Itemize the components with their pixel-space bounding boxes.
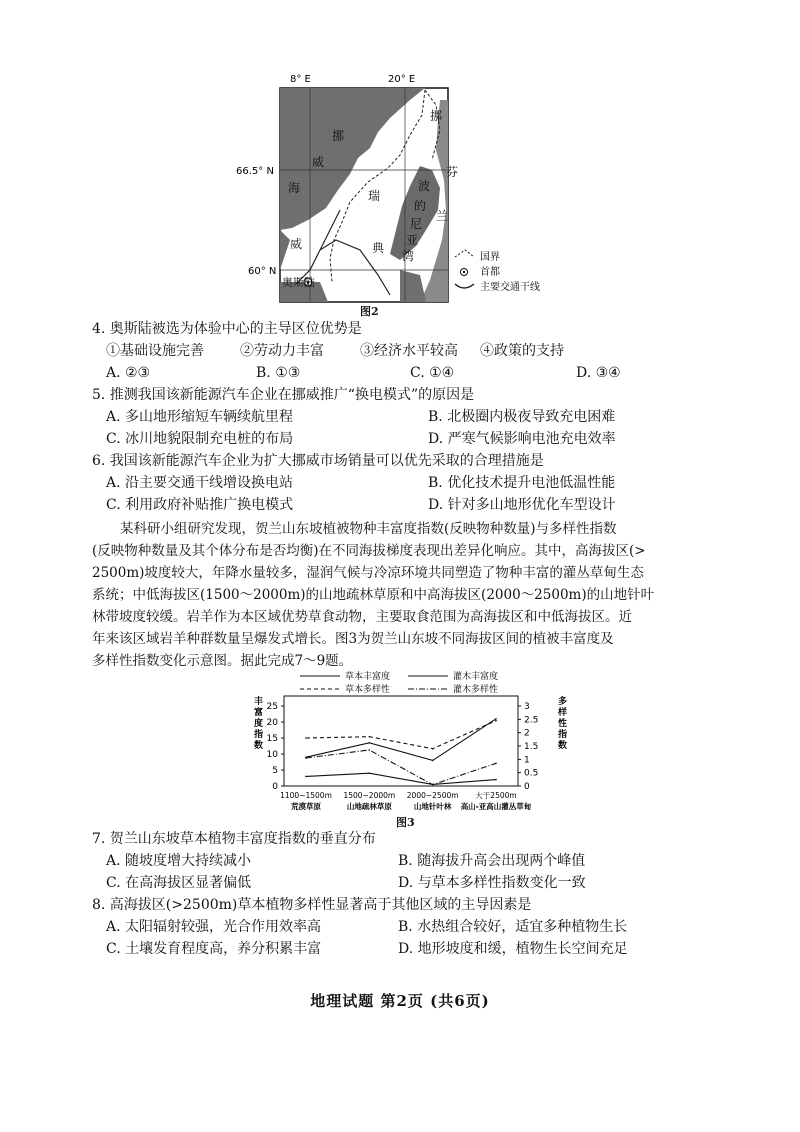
data-point-灌木丰富度 [369, 772, 371, 774]
map-label: 威 [290, 237, 303, 251]
series-line-草本多样性 [306, 721, 496, 749]
q5-stem: 5. 推测我国该新能源汽车企业在挪威推广“换电模式”的原因是 [92, 387, 475, 403]
data-point-灌木丰富度 [305, 776, 307, 778]
q4-option-d[interactable]: D. ③④ [576, 365, 621, 381]
q6-option-d[interactable]: D. 针对多山地形优化车型设计 [428, 497, 616, 513]
q4-option-c[interactable]: C. ①④ [410, 365, 455, 381]
q7-option-b[interactable]: B. 随海拔升高会出现两个峰值 [398, 853, 586, 869]
right-axis-tick-label: 0.5 [524, 768, 539, 779]
map-label: 挪 [430, 109, 443, 123]
q7-stem: 7. 贺兰山东坡草本植物丰富度指数的垂直分布 [92, 831, 376, 847]
legend-capital-label: 首都 [480, 267, 500, 278]
data-point-草本丰富度 [432, 760, 434, 762]
lat-label-66n: 66.5° N [236, 166, 274, 177]
q8-option-a[interactable]: A. 太阳辐射较强，光合作用效率高 [106, 919, 322, 935]
right-axis-tick-label: 1 [524, 755, 530, 766]
page-footer: 地理试题 第2页 (共6页) [310, 992, 490, 1010]
map-label: 瑞 [368, 189, 381, 203]
x-category-label: 山地针叶林 [413, 802, 452, 811]
left-axis-tick-label: 15 [266, 734, 278, 744]
chart-series [305, 718, 497, 785]
x-category-label: 2000~2500m [406, 791, 459, 800]
q4-option-b[interactable]: B. ①③ [256, 365, 301, 381]
map-label: 威 [312, 155, 325, 169]
figure3-caption: 图3 [396, 816, 415, 829]
chart-legend [300, 670, 498, 695]
lon-label-20e: 20° E [388, 74, 416, 85]
data-point-灌木多样性 [495, 763, 497, 765]
data-point-灌木多样性 [432, 784, 434, 786]
left-axis [267, 702, 284, 792]
map-label: 波 [418, 179, 431, 193]
legend-herb-diversity-label: 草本多样性 [345, 685, 391, 695]
right-axis-tick-label: 1.5 [524, 742, 539, 752]
left-axis-tick-label: 5 [272, 766, 278, 776]
legend-capital-dot [463, 271, 465, 273]
passage [92, 518, 692, 672]
q6-option-b[interactable]: B. 优化技术提升电池低温性能 [428, 475, 616, 491]
x-category-label: 山地疏林草原 [346, 802, 392, 811]
q8-option-c[interactable]: C. 土壤发育程度高，养分积累丰富 [106, 941, 322, 957]
passage-line: 林带坡度较缓。岩羊作为本区域优势草食动物，主要取食范围为高海拔区和中低海拔区。近 [92, 609, 632, 625]
q5-option-a[interactable]: A. 多山地形缩短车辆续航里程 [106, 409, 294, 425]
right-axis-tick-label: 3 [524, 702, 530, 712]
passage-line: 2500m)坡度较大，年降水量较多，湿润气候与冷凉环境共同塑造了物种丰富的灌丛草甸生态 [92, 565, 644, 581]
q4-item: ③经济水平较高 [360, 343, 458, 359]
map-label-oslo: 奥斯陆 [282, 276, 315, 289]
passage-line: 多样性指数变化示意图。据此完成7～9题。 [92, 653, 353, 669]
x-category-label: 1100~1500m [280, 791, 332, 800]
map-label: 湾 [402, 249, 415, 263]
right-axis-tick-label: 2 [524, 728, 530, 739]
q7-option-d[interactable]: D. 与草本多样性指数变化一致 [398, 875, 586, 891]
legend-shrub-diversity-label: 灌木多样性 [453, 685, 499, 695]
legend-herb-richness-label: 草本丰富度 [345, 672, 391, 682]
right-axis-title: 多样性指数 [558, 697, 568, 751]
x-category-label: 高山-亚高山灌丛草甸 [460, 802, 532, 811]
q5-option-b[interactable]: B. 北极圈内极夜导致充电困难 [428, 409, 616, 425]
left-axis-tick-label: 20 [266, 718, 278, 728]
q7-option-c[interactable]: C. 在高海拔区显著偏低 [106, 875, 252, 891]
q6-option-a[interactable]: A. 沿主要交通干线增设换电站 [106, 475, 294, 491]
x-category-label: 大于2500m [475, 791, 517, 800]
passage-line: 某科研小组研究发现，贺兰山东坡植被物种丰富度指数(反映物种数量)与多样性指数 [120, 521, 617, 537]
map-label: 的 [414, 199, 427, 213]
lat-label-60n: 60° N [248, 266, 277, 277]
right-axis [518, 702, 538, 792]
right-axis-tick-label: 2.5 [524, 715, 539, 726]
right-axis-tick-label: 0 [524, 782, 530, 792]
map-label: 亚 [406, 233, 419, 247]
q7-option-a[interactable]: A. 随坡度增大持续减小 [106, 853, 252, 869]
legend-transport-icon [455, 284, 474, 288]
passage-line: 系统；中低海拔区(1500～2000m)的山地疏林草原和中高海拔区(2000～2500m)的山地针叶 [92, 587, 655, 603]
plot-frame [284, 696, 518, 786]
map-label: 尼 [410, 217, 423, 231]
map-label: 海 [288, 181, 301, 195]
lon-label-8e: 8° E [290, 74, 311, 85]
left-axis-tick-label: 25 [266, 702, 278, 712]
map-legend [455, 250, 540, 293]
map-label: 典 [372, 241, 385, 255]
x-category-label: 1500~2000m [343, 791, 396, 800]
data-point-灌木丰富度 [495, 779, 497, 781]
q6-option-c[interactable]: C. 利用政府补贴推广换电模式 [106, 497, 294, 513]
data-point-草本多样性 [432, 748, 434, 750]
legend-border-icon [455, 250, 474, 257]
passage-line: (反映物种数量及其个体分布是否均衡)在不同海拔梯度表现出差异化响应。其中，高海拔区(> [92, 543, 646, 559]
series-line-灌木丰富度 [306, 773, 496, 784]
legend-shrub-richness-label: 灌木丰富度 [453, 672, 499, 682]
data-point-草本丰富度 [369, 742, 371, 744]
data-point-草本丰富度 [495, 718, 497, 720]
map-label: 兰 [436, 209, 449, 223]
data-point-灌木多样性 [305, 757, 307, 759]
passage-line: 年来该区域岩羊种群数量呈爆发式增长。图3为贺兰山东坡不同海拔区间的植被丰富度及 [92, 631, 614, 647]
q6-stem: 6. 我国该新能源汽车企业为扩大挪威市场销量可以优先采取的合理措施是 [92, 453, 544, 469]
q4-item: ④政策的支持 [480, 343, 564, 359]
x-axis-categories [280, 790, 532, 811]
q8-stem: 8. 高海拔区(>2500m)草本植物多样性显著高于其他区域的主导因素是 [92, 897, 532, 913]
left-axis-tick-label: 10 [266, 750, 278, 760]
map-label: 挪 [332, 129, 345, 143]
data-point-灌木多样性 [369, 749, 371, 751]
series-line-灌木多样性 [306, 750, 496, 785]
map-label: 芬 [446, 165, 459, 179]
chart-figure3 [240, 668, 570, 824]
left-axis-title: 丰富度指数 [254, 697, 264, 751]
q4-item: ②劳动力丰富 [240, 343, 324, 359]
map-figure [236, 70, 580, 320]
data-point-草本多样性 [369, 736, 371, 738]
legend-transport-label: 主要交通干线 [480, 282, 540, 293]
legend-border-label: 国界 [480, 252, 500, 263]
q5-option-c[interactable]: C. 冰川地貌限制充电桩的布局 [106, 431, 294, 447]
x-category-label: 荒漠草原 [291, 802, 321, 811]
q8-option-d[interactable]: D. 地形坡度和缓，植物生长空间充足 [398, 941, 628, 957]
data-point-草本多样性 [305, 737, 307, 739]
left-axis-tick-label: 0 [272, 782, 278, 792]
data-point-草本多样性 [495, 720, 497, 722]
q8-option-b[interactable]: B. 水热组合较好，适宜多种植物生长 [398, 919, 628, 935]
series-line-草本丰富度 [306, 719, 496, 761]
q4-option-a[interactable]: A. ②③ [106, 365, 151, 381]
q4-item: ①基础设施完善 [106, 343, 204, 359]
q5-option-d[interactable]: D. 严寒气候影响电池充电效率 [428, 431, 616, 447]
q4-stem: 4. 奥斯陆被选为体验中心的主导区位优势是 [92, 321, 362, 337]
figure2-caption: 图2 [360, 305, 379, 318]
